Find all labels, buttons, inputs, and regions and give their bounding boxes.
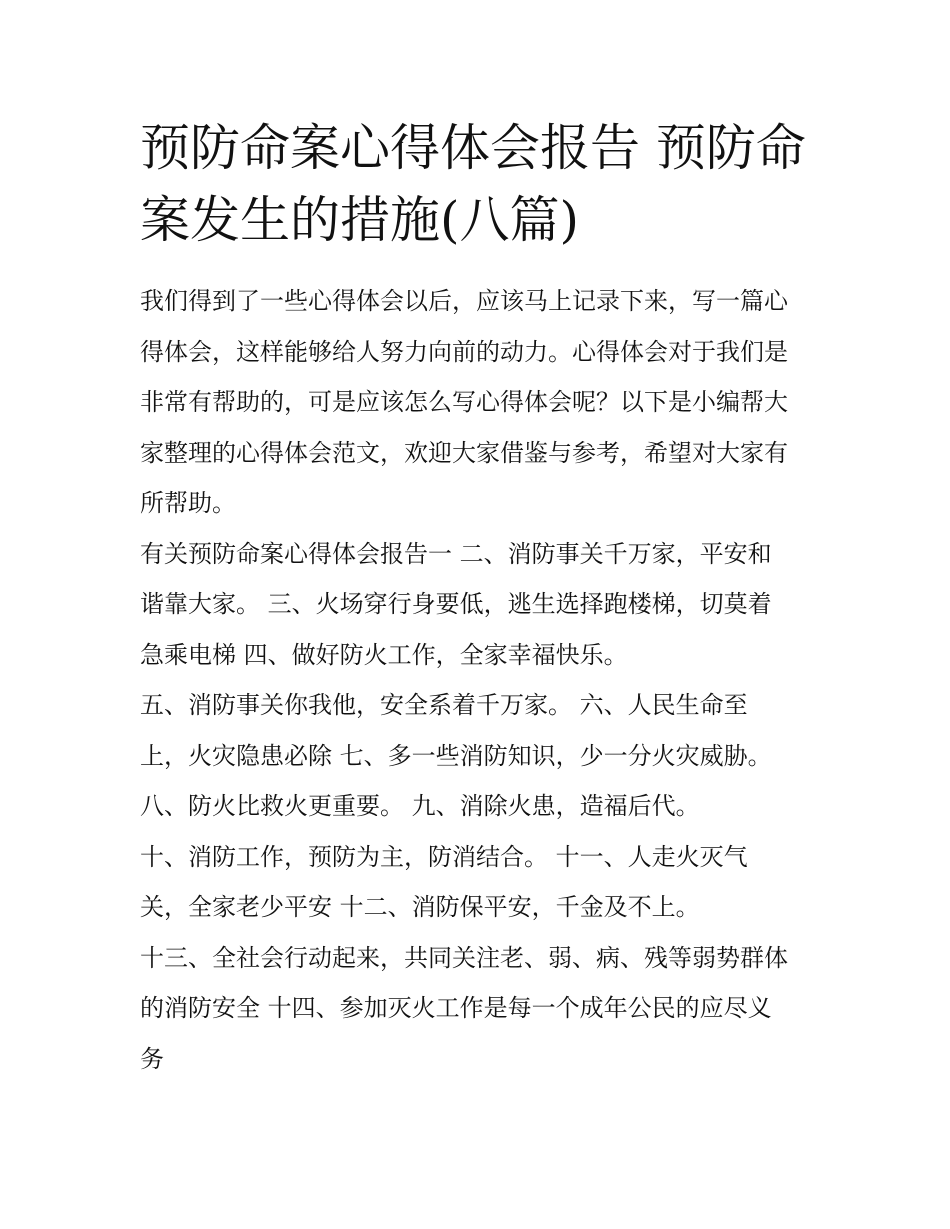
text-line: 得体会，这样能够给人努力向前的动力。心得体会对于我们是 bbox=[140, 337, 788, 366]
title-line: 预防命案心得体会报告 预防命 bbox=[140, 119, 806, 177]
document-title bbox=[140, 112, 820, 256]
slogan-paragraph bbox=[140, 933, 830, 1085]
slogan-paragraph bbox=[140, 529, 830, 681]
text-line: 八、防火比救火更重要。 九、消除火患，造福后代。 bbox=[140, 792, 700, 820]
text-line: 家整理的心得体会范文，欢迎大家借鉴与参考，希望对大家有 bbox=[140, 438, 788, 467]
text-line: 有关预防命案心得体会报告一 二、消防事关千万家，平安和 bbox=[140, 539, 772, 568]
text-line: 关，全家老少平安 十二、消防保平安，千金及不上。 bbox=[140, 893, 700, 921]
slogan-paragraph bbox=[140, 680, 830, 781]
text-line: 务 bbox=[140, 1044, 164, 1073]
document-body bbox=[140, 276, 830, 1084]
text-line: 五、消防事关你我他，安全系着千万家。 六、人民生命至 bbox=[140, 691, 748, 719]
slogan-paragraph bbox=[140, 832, 830, 933]
text-line: 的消防安全 十四、参加灭火工作是每一个成年公民的应尽义 bbox=[140, 994, 772, 1022]
text-line: 急乘电梯 四、做好防火工作，全家幸福快乐。 bbox=[140, 640, 628, 669]
slogan-paragraph bbox=[140, 781, 830, 832]
text-line: 十三、全社会行动起来，共同关注老、弱、病、残等弱势群体 bbox=[140, 943, 788, 972]
text-line: 所帮助。 bbox=[140, 489, 236, 517]
text-line: 谐靠大家。 三、火场穿行身要低，逃生选择跑楼梯，切莫着 bbox=[140, 590, 772, 618]
text-line: 十、消防工作，预防为主，防消结合。 十一、人走火灭气 bbox=[140, 842, 748, 871]
text-line: 我们得到了一些心得体会以后，应该马上记录下来，写一篇心 bbox=[140, 287, 788, 315]
title-line: 案发生的措施(八篇) bbox=[140, 191, 580, 249]
text-line: 非常有帮助的，可是应该怎么写心得体会呢？以下是小编帮大 bbox=[140, 388, 788, 416]
intro-paragraph bbox=[140, 276, 830, 529]
text-line: 上，火灾隐患必除 七、多一些消防知识，少一分火灾威胁。 bbox=[140, 741, 772, 770]
